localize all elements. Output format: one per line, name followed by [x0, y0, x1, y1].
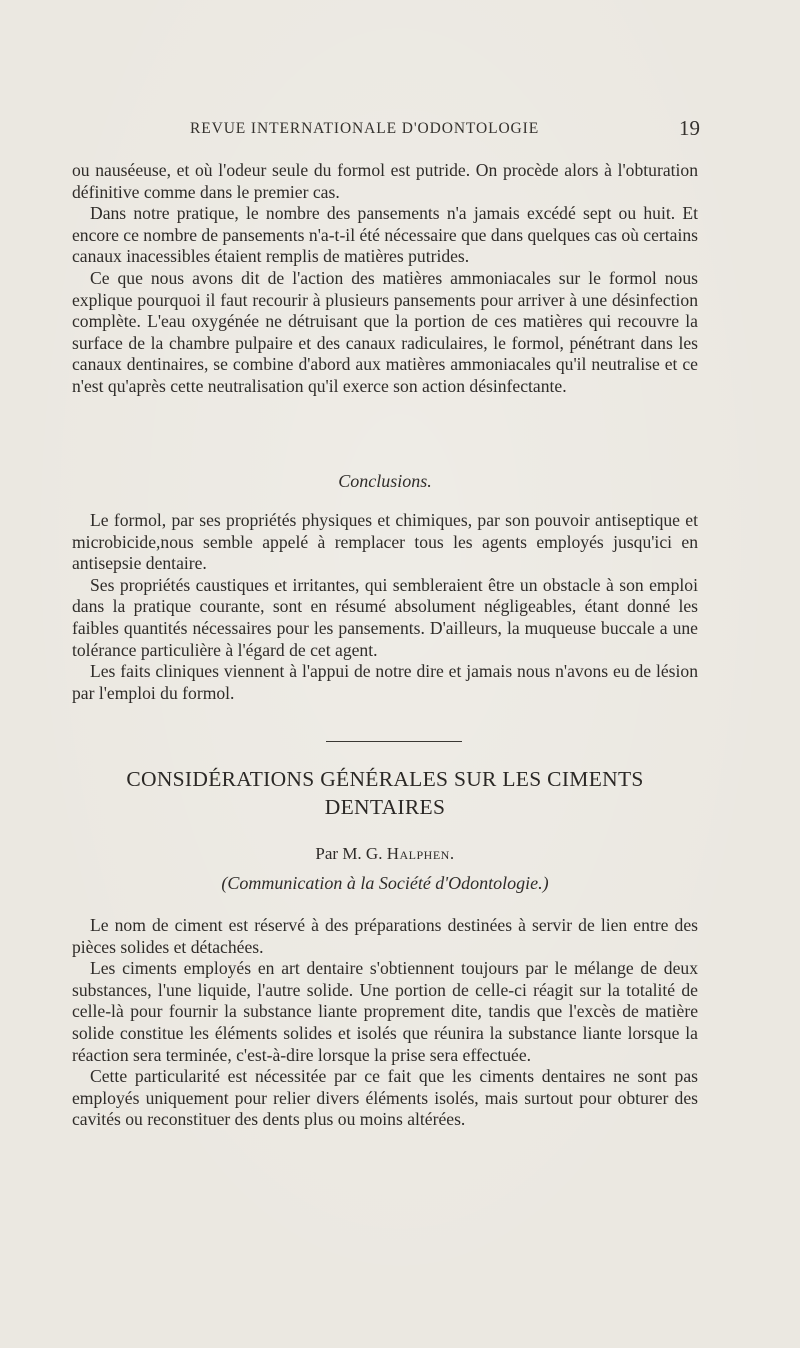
conclusions-text	[72, 510, 698, 704]
conclusions-heading: Conclusions.	[338, 471, 432, 491]
article-title: CONSIDÉRATIONS GÉNÉRALES SUR LES CIMENTS DENTAIRES	[126, 767, 644, 819]
communication-note: (Communication à la Société d'Odontologie.)	[221, 873, 549, 893]
paragraph: Ses propriétés caustiques et irritantes, qui sembleraient être un obstacle à son emploi dans la pratique courante, sont en résumé absolument négligeables, étant donné les faibles quantités nécessaires pour les pansements. D'ailleurs, la muqueuse buccale a une tolérance particulière à l'égard de cet agent.	[72, 574, 698, 660]
running-head	[190, 116, 700, 144]
author-prefix: Par M. G.	[315, 844, 387, 863]
section-divider	[326, 741, 462, 742]
paragraph: Les ciments employés en art dentaire s'obtiennent toujours par le mélange de deux substances, l'une liquide, l'autre solide. Une portion de celle-ci réagit sur la totalité de celle-là pour fournir la substance liante proprement dite, tandis que l'excès de matière solide constitue les éléments solides et isolés que réunira la substance liante lorsque la réaction sera terminée, c'est-à-dire lorsque la prise sera effectuée.	[72, 958, 698, 1065]
paragraph: Le formol, par ses propriétés physiques et chimiques, par son pouvoir antiseptique et microbicide,nous semble appelé à remplacer tous les agents employés jusqu'ici en antisepsie dentaire.	[72, 510, 698, 574]
running-title: REVUE INTERNATIONALE D'ODONTOLOGIE	[190, 120, 540, 137]
paragraph: Le nom de ciment est réservé à des préparations destinées à servir de lien entre des pièces solides et détachées.	[72, 915, 698, 957]
author-name: Halphen.	[386, 844, 455, 863]
paragraph: Dans notre pratique, le nombre des pansements n'a jamais excédé sept ou huit. Et encore ce nombre de pansements n'a-t-il été nécessaire que dans quelques cas où certains canaux inacessibles étaient remplis de matières putrides.	[72, 203, 699, 267]
formol-discussion-text	[72, 160, 698, 398]
paragraph: Cette particularité est nécessitée par ce fait que les ciments dentaires ne sont pas employés uniquement pour relier divers éléments isolés, mais surtout pour obturer des cavités ou reconstituer des dents plus ou moins altérées.	[72, 1066, 698, 1130]
paragraph: Ce que nous avons dit de l'action des matières ammoniacales sur le formol nous explique pourquoi il faut recourir à plusieurs pansements pour arriver à une désinfection complète. L'eau oxygénée ne détruisant que la portion de ces matières qui recouvre la surface de la chambre pulpaire et des canaux radiculaires, le formol, pénétrant dans les canaux dentinaires, se combine d'abord aux matières ammoniacales qu'il neutralise et ce n'est qu'après cette neutralisation qu'il exerce son action désinfectante.	[72, 267, 698, 396]
page-number: 19	[679, 116, 700, 140]
paragraph: Les faits cliniques viennent à l'appui de notre dire et jamais nous n'avons eu de lésion par l'emploi du formol.	[72, 661, 698, 703]
article-body-text	[72, 915, 698, 1131]
paragraph: ou nauséeuse, et où l'odeur seule du formol est putride. On procède alors à l'obturation définitive comme dans le premier cas.	[72, 160, 698, 202]
article-author	[72, 844, 698, 864]
